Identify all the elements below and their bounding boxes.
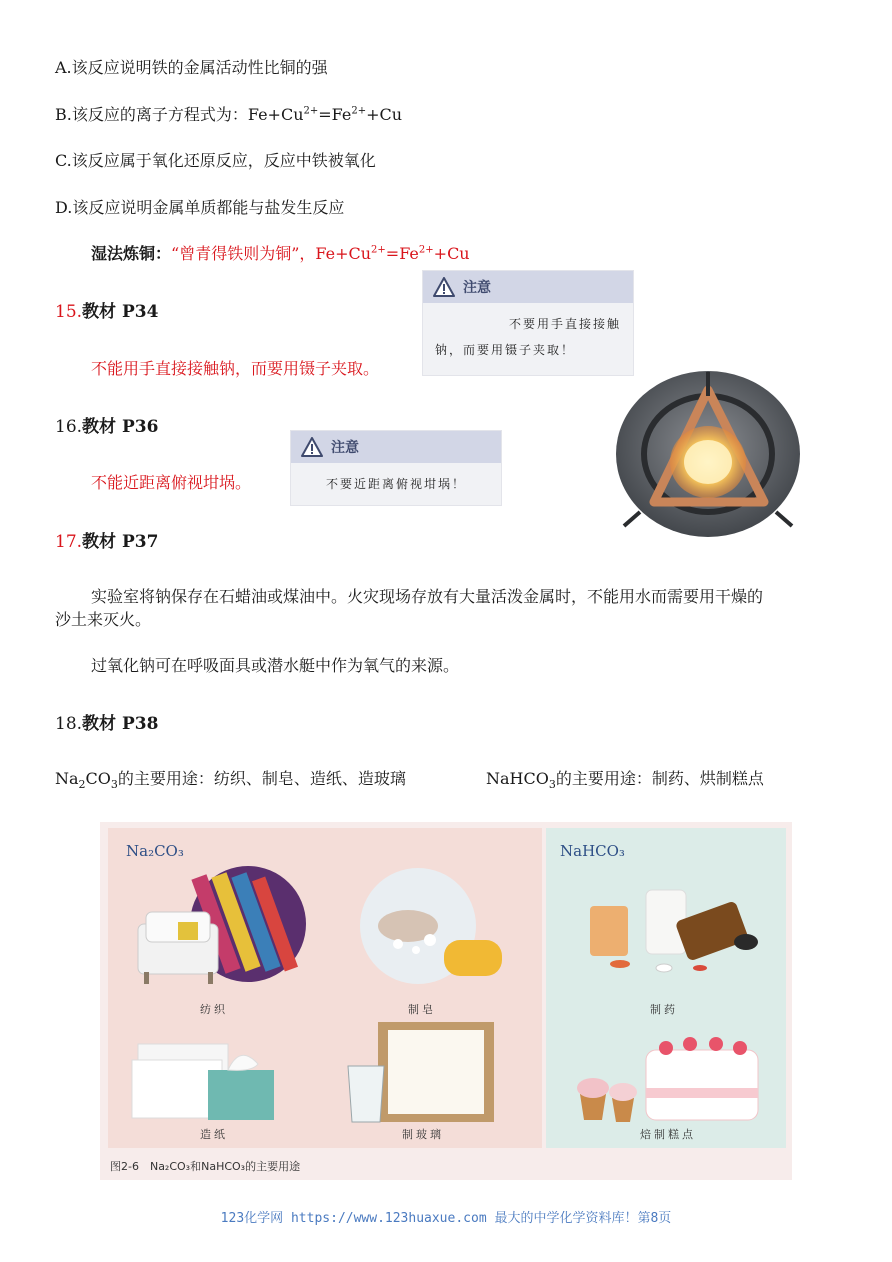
notice-title: 注意 [463, 280, 491, 296]
crucible-on-triangle-photo [614, 370, 802, 538]
notice-box-tweezers [422, 270, 634, 376]
section-17-paragraph-1: 实验室将钠保存在石蜡油或煤油中。火灾现场存放有大量活泼金属时，不能用水而需要用干燥的 [91, 587, 764, 606]
paper-image [128, 1024, 308, 1130]
na2co3-formula: $Na_2CO_3$ [55, 769, 118, 792]
section-15-text: 不能用手直接接触钠，而要用镊子夹取。 [91, 359, 380, 378]
caption-soap: 制皂 [408, 1003, 436, 1016]
section-17-paragraph-2: 过氧化钠可在呼吸面具或潜水艇中作为氧气的来源。 [91, 656, 460, 675]
wet-copper-quote: “曾青得铁则为铜”， [171, 244, 316, 263]
warning-icon [433, 277, 455, 297]
na2co3-panel [108, 828, 542, 1148]
glass-image [338, 1018, 518, 1126]
warning-icon [301, 437, 323, 457]
notice-line: 钠，而要用镊子夹取！ [435, 343, 576, 357]
option-a: A.该反应说明铁的金属活动性比铜的强 [55, 58, 328, 77]
section-15-heading: 15.教材 P34 [55, 302, 159, 322]
caption-baking: 焙制糕点 [640, 1128, 696, 1141]
notice-title: 注意 [331, 440, 359, 456]
wet-copper-label: 湿法炼铜： [91, 244, 172, 263]
section-18-heading: 18.教材 P38 [55, 714, 159, 734]
figure-caption: 图2-6 Na₂CO₃和NaHCO₃的主要用途 [110, 1160, 301, 1173]
notice-line: 不要用手直接接触 [508, 317, 621, 331]
notice-line: 不要近距离俯视坩埚！ [325, 477, 466, 491]
option-b: B.该反应的离子方程式为：$Fe+Cu^{2+}=Fe^{2+}+Cu$ [55, 105, 403, 124]
na2co3-uses: $Na_2CO_3$的主要用途：纺织、制皂、造纸、造玻璃 [55, 769, 406, 792]
nahco3-formula: NaHCO$_3$ [486, 769, 556, 792]
nahco3-uses: NaHCO$_3$的主要用途：制药、烘制糕点 [486, 769, 764, 792]
option-c: C.该反应属于氧化还原反应，反应中铁被氧化 [55, 151, 376, 170]
nahco3-panel-label: NaHCO₃ [560, 842, 625, 860]
caption-textile: 纺织 [200, 1003, 228, 1016]
baking-image [566, 1024, 776, 1132]
nahco3-panel [546, 828, 786, 1148]
wet-copper-line [91, 243, 470, 265]
notice-box-crucible [290, 430, 502, 506]
section-16-heading: 16.教材 P36 [55, 417, 159, 437]
ionic-equation: $Fe+Cu^{2+}=Fe^{2+}+Cu$ [247, 105, 403, 124]
caption-glass: 制玻璃 [402, 1128, 444, 1141]
section-17-heading: 17.教材 P37 [55, 532, 159, 552]
medicine-image [560, 876, 770, 986]
na2co3-panel-label: Na₂CO₃ [126, 842, 184, 860]
uses-figure [100, 822, 792, 1180]
wet-copper-equation: $Fe+Cu^{2+}=Fe^{2+}+Cu$ [315, 244, 470, 263]
section-16-text: 不能近距离俯视坩埚。 [91, 473, 252, 492]
caption-medicine: 制药 [650, 1003, 678, 1016]
section-17-paragraph-1-cont: 沙土来灭火。 [55, 610, 152, 629]
caption-paper: 造纸 [200, 1128, 228, 1141]
textile-image [128, 864, 308, 994]
soap-image [348, 864, 518, 994]
page-footer: 123化学网 https://www.123huaxue.com 最大的中学化学资料库！第8页 [220, 1211, 672, 1226]
option-d: D.该反应说明金属单质都能与盐发生反应 [55, 198, 345, 217]
